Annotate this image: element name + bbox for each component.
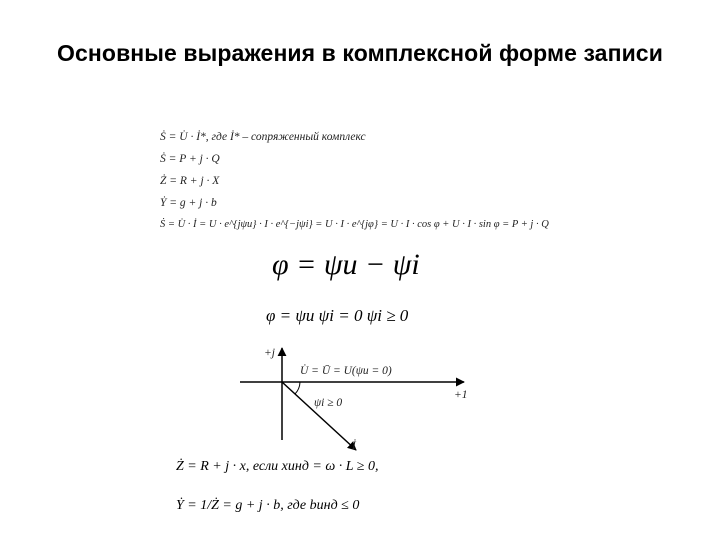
- formula-complex-power-expansion: Ṡ = U̇ · İ = U · e^{jψu} · I · e^{−jψi} = U · I · e^{jφ} = U · I · cos φ + U · I · sin φ = P + j · Q: [160, 219, 549, 230]
- slide-title: Основные выражения в комплексной форме записи: [57, 40, 663, 66]
- current-phasor-label: İ: [352, 440, 356, 452]
- formula-impedance-condition: Ż = R + j · x, если xинд = ω · L ≥ 0,: [176, 459, 379, 474]
- formula-impedance: Ż = R + j · X: [160, 175, 220, 187]
- real-axis-label: +1: [454, 389, 468, 401]
- formula-power: Ṡ = P + j · Q: [160, 153, 220, 165]
- formula-angle-condition: φ = ψu ψi = 0 ψi ≥ 0: [266, 306, 409, 325]
- current-angle-label: ψi ≥ 0: [314, 397, 343, 409]
- formula-admittance-condition: Ẏ = 1/Ż = g + j · b, где bинд ≤ 0: [176, 498, 360, 513]
- current-phasor: [282, 382, 356, 450]
- formula-admittance: Ẏ = g + j · b: [160, 197, 217, 209]
- formula-phase-angle: φ = ψu − ψi: [272, 248, 420, 281]
- imag-axis-label: +j: [264, 347, 275, 359]
- angle-arc: [295, 382, 300, 394]
- formula-conjugate: Ṡ = U̇ · İ*, где İ* – сопряженный комплекс: [160, 131, 366, 143]
- voltage-phasor-label: U̇ = Ū = U(ψu = 0): [300, 365, 392, 377]
